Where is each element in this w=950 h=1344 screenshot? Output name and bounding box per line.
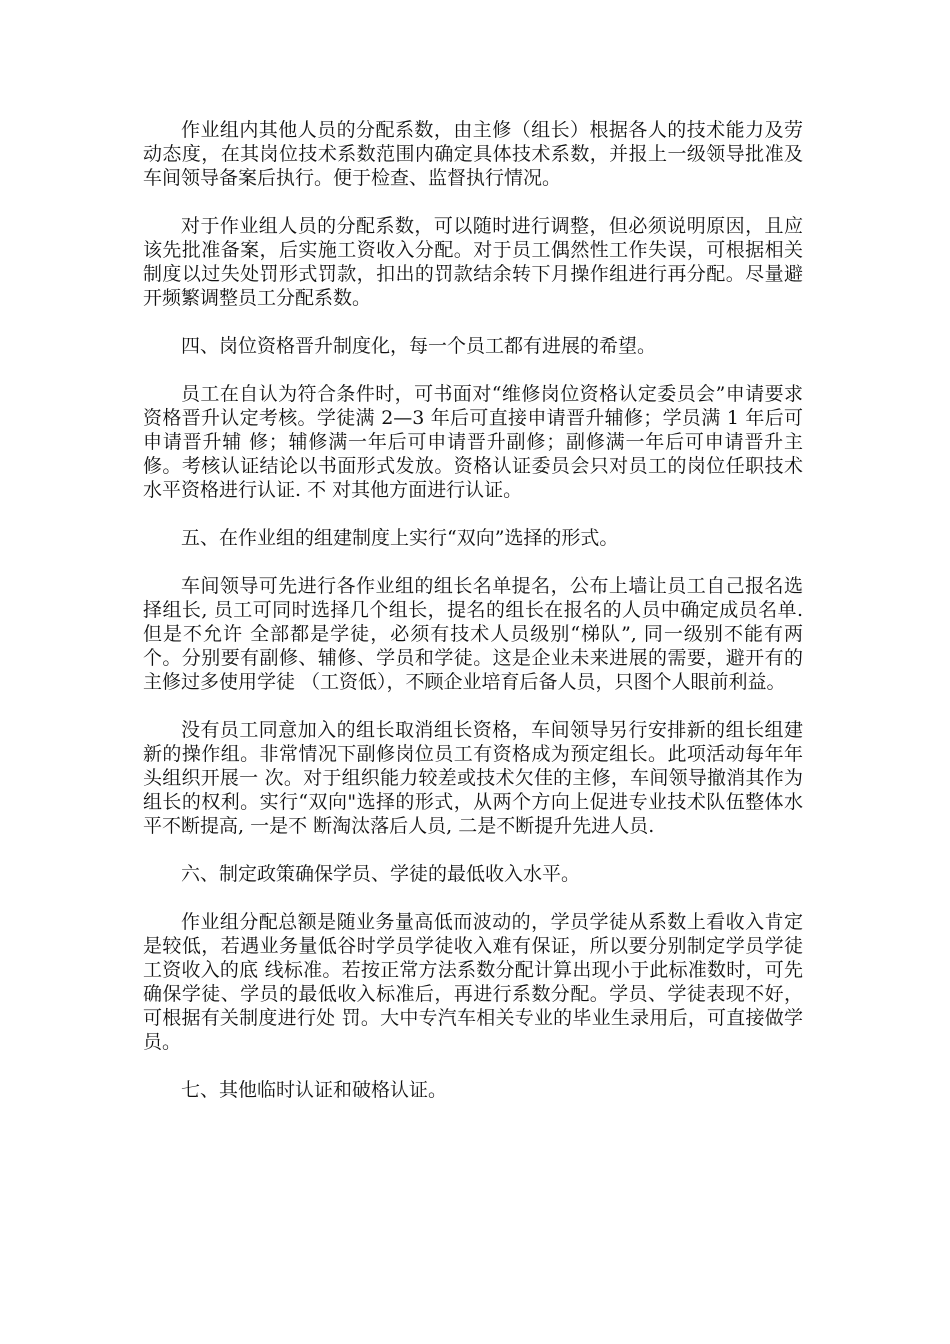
section-heading-7: 七、其他临时认证和破格认证。 [181,1079,448,1101]
paragraph-coefficient-assignment: 作业组内其他人员的分配系数，由主修（组长）根据各人的技术能力及劳动态度，在其岗位技术系数范围内确定具体技术系数，并报上一级领导批准及车间领导备案后执行。便于检查、监督执行情况。 [143,119,803,189]
paragraph-team-leader-cancellation: 没有员工同意加入的组长取消组长资格，车间领导另行安排新的组长组建新的操作组。非常情况下副修岗位员工有资格成为预定组长。此项活动每年年头组织开展一 次。对于组织能力较差或技术欠佳的主修，车间领导撤消其作为组长的权利。实行“双向"选择的形式，从两个方向上促进专业技术队伍整体水平不断提高, 一是不 断淘汰落后人员, 二是不断提升先进人员. [143,719,803,837]
paragraph-team-leader-nomination: 车间领导可先进行各作业组的组长名单提名，公布上墙让员工自己报名选择组长, 员工可同时选择几个组长，提名的组长在报名的人员中确定成员名单. 但是不允许 全部都是学徒，必须有技术人员级别“梯队”, 同一级别不能有两个。分别要有副修、辅修、学员和学徒。这是企业未来进展的需要，避开有的主修过多使用学徒 （工资低），不顾企业培育后备人员，只图个人眼前利益。 [143,575,803,693]
document-page [143,118,803,1126]
paragraph-coefficient-adjustment: 对于作业组人员的分配系数，可以随时进行调整，但必须说明原因，且应该先批准备案，后实施工资收入分配。对于员工偶然性工作失误，可根据相关制度以过失处罚形式罚款，扣出的罚款结余转下月操作组进行再分配。尽量避开频繁调整员工分配系数。 [143,215,803,309]
section-heading-4: 四、岗位资格晋升制度化，每一个员工都有进展的希望。 [181,335,657,357]
section-heading-6: 六、制定政策确保学员、学徒的最低收入水平。 [181,863,581,885]
section-heading-5: 五、在作业组的组建制度上实行“双向”选择的形式。 [181,527,619,549]
paragraph-minimum-income: 作业组分配总额是随业务量高低而波动的，学员学徒从系数上看收入肯定是较低，若遇业务量低谷时学员学徒收入难有保证，所以要分别制定学员学徒工资收入的底 线标准。若按正常方法系数分配计算出现小于此标准数时，可先确保学徒、学员的最低收入标准后，再进行系数分配。学员、学徒表现不好，可根据有关制度进行处 罚。大中专汽车相关专业的毕业生录用后，可直接做学员。 [143,911,803,1053]
paragraph-promotion-application: 员工在自认为符合条件时，可书面对“维修岗位资格认定委员会”申请要求资格晋升认定考核。学徒满 2—3 年后可直接申请晋升辅修；学员满 1 年后可申请晋升辅 修；辅修满一年后可申请晋升副修；副修满一年后可申请晋升主修。考核认证结论以书面形式发放。资格认证委员会只对员工的岗位任职技术水平资格进行认证. 不 对其他方面进行认证。 [143,383,803,501]
